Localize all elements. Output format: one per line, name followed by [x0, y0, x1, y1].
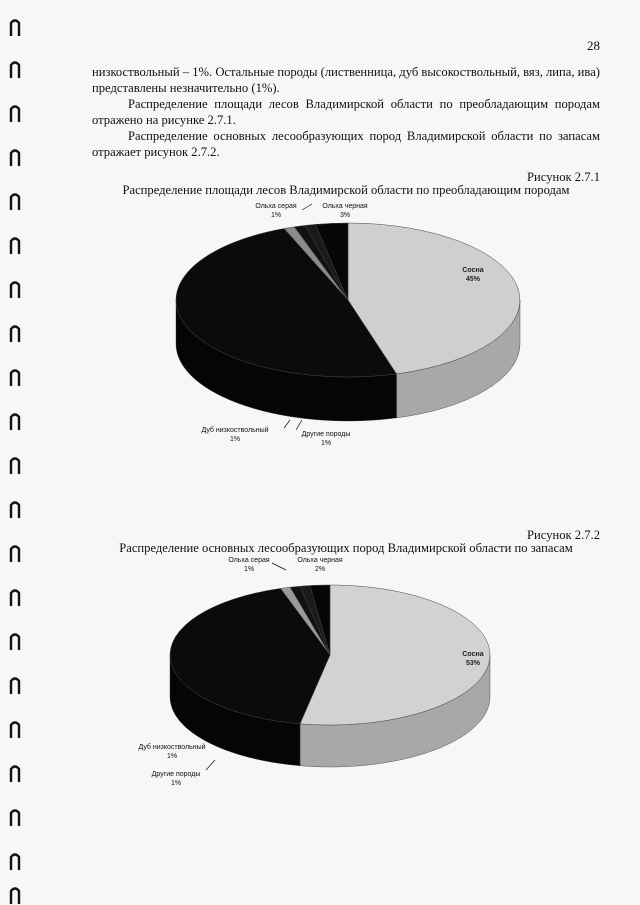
- data-label-name: Сосна: [462, 651, 484, 658]
- data-label-name: Сосна: [462, 267, 484, 274]
- data-label-name: Ольха черная: [322, 203, 368, 210]
- data-label-name: Дуб низкоствольный: [138, 744, 206, 751]
- data-label-value: 1%: [229, 436, 241, 443]
- page-number: 28: [587, 38, 600, 53]
- data-label-value: 1%: [170, 780, 182, 787]
- paragraph-1: низкоствольный – 1%. Остальные породы (лиственница, дуб высокоствольный, вяз, липа, ива) представлены незначительно (1%).: [92, 65, 600, 95]
- figure-2-label: Рисунок 2.7.2: [527, 528, 600, 542]
- data-label-value: 53%: [465, 660, 481, 667]
- data-label-value: 1%: [243, 566, 255, 573]
- figure-1-label: Рисунок 2.7.1: [527, 170, 600, 184]
- data-label-value: 3%: [339, 212, 351, 219]
- paragraph-3: Распределение основных лесообразующих пород Владимирской области по запасам отражает рисунок 2.7.2.: [92, 129, 600, 159]
- data-label-name: Другие породы: [151, 771, 201, 778]
- paragraph-2: Распределение площади лесов Владимирской области по преобладающим породам отражено на рисунке 2.7.1.: [92, 97, 600, 127]
- data-label-value: 1%: [320, 440, 332, 447]
- data-label-name: Ольха серая: [255, 203, 297, 210]
- data-label-name: Ольха серая: [228, 557, 270, 564]
- figure-1-title: Распределение площади лесов Владимирской области по преобладающим породам: [122, 183, 570, 197]
- data-label-value: 2%: [314, 566, 326, 573]
- label-leader-line: [272, 563, 286, 570]
- data-label-name: Дуб низкоствольный: [201, 427, 269, 434]
- figure-2-title: Распределение основных лесообразующих пород Владимирской области по запасам: [119, 541, 573, 555]
- data-label-value: 45%: [465, 276, 481, 283]
- data-label-value: 1%: [270, 212, 282, 219]
- data-label-name: Другие породы: [301, 431, 351, 438]
- data-label-name: Ольха черная: [297, 557, 343, 564]
- data-label-value: 1%: [166, 753, 178, 760]
- label-leader-line: [206, 760, 215, 770]
